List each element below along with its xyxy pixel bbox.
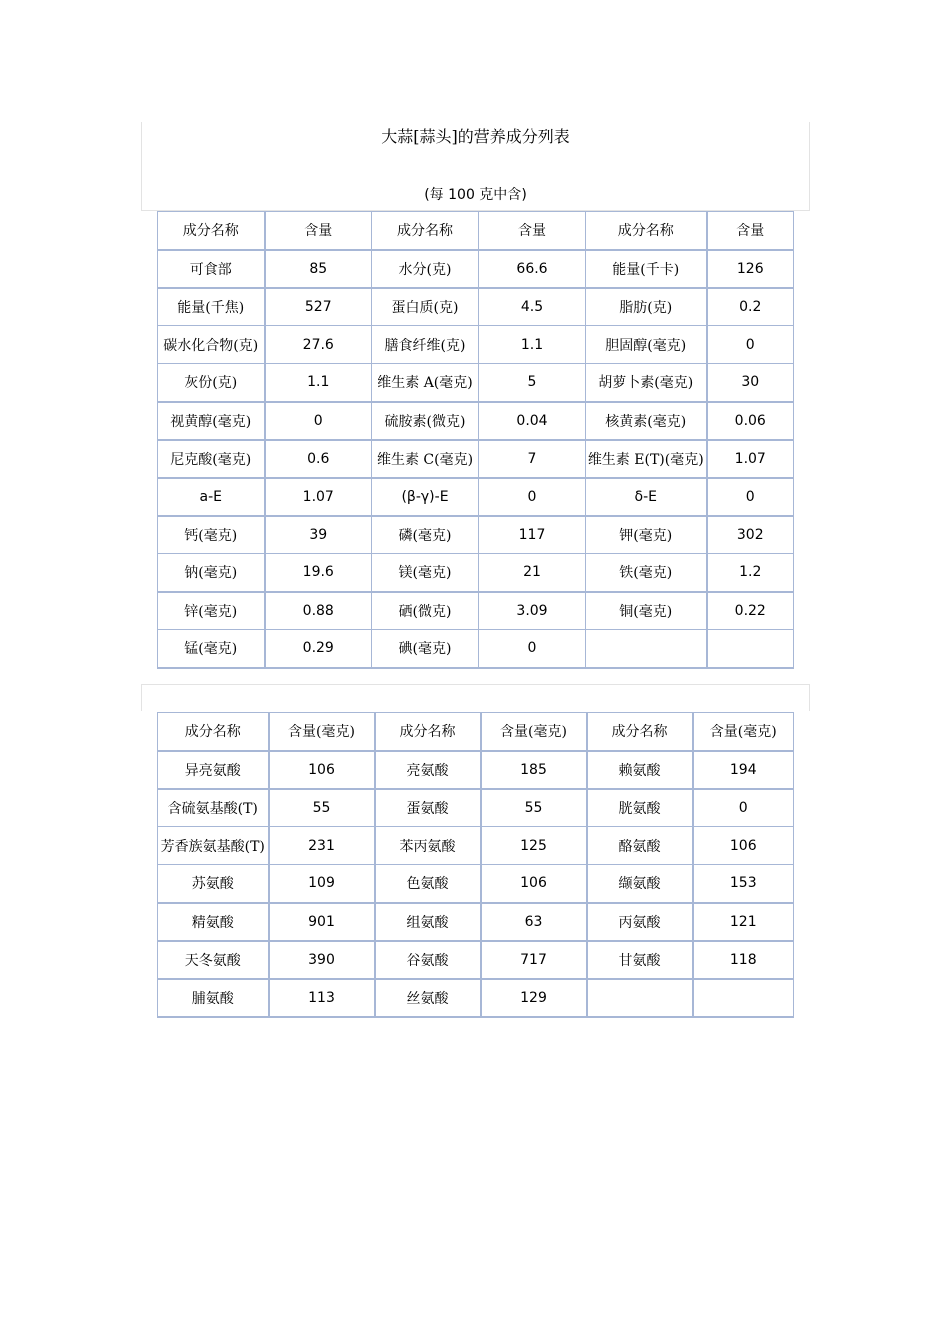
nutrient-name: 能量(千焦): [158, 288, 265, 326]
header-cell: 成分名称: [158, 713, 269, 751]
nutrient-name: 膳食纤维(克): [372, 326, 479, 364]
table-row: [158, 478, 794, 516]
nutrient-value: 85: [265, 250, 372, 288]
nutrient-value: 527: [265, 288, 372, 326]
nutrient-name: 钾(毫克): [586, 516, 707, 554]
amino-acid-name: 苯丙氨酸: [375, 827, 481, 865]
amino-acid-name: 含硫氨基酸(T): [158, 789, 269, 827]
nutrient-name: 磷(毫克): [372, 516, 479, 554]
title-box: [141, 122, 810, 211]
amino-acid-value: 106: [693, 827, 794, 865]
header-cell: 含量: [707, 212, 794, 250]
amino-acid-value: 390: [269, 941, 375, 979]
amino-acid-value: 231: [269, 827, 375, 865]
amino-acid-value: 125: [481, 827, 587, 865]
amino-acid-value: 113: [269, 979, 375, 1017]
nutrient-value: 66.6: [479, 250, 586, 288]
table-row: [158, 440, 794, 478]
amino-acid-name: 苏氨酸: [158, 865, 269, 903]
table-row: [158, 751, 794, 789]
nutrient-value: 1.1: [265, 364, 372, 402]
table-row: [158, 516, 794, 554]
amino-acid-value: 121: [693, 903, 794, 941]
amino-acid-value: 717: [481, 941, 587, 979]
table-row: [158, 554, 794, 592]
nutrient-name: 维生素 E(T)(毫克): [586, 440, 707, 478]
nutrient-name: 胆固醇(毫克): [586, 326, 707, 364]
header-cell: 成分名称: [372, 212, 479, 250]
nutrient-value: 0: [479, 630, 586, 668]
amino-acid-name: 丝氨酸: [375, 979, 481, 1017]
table-row: [158, 865, 794, 903]
table-row: [158, 288, 794, 326]
header-cell: 含量(毫克): [693, 713, 794, 751]
nutrient-value: 27.6: [265, 326, 372, 364]
nutrient-name: δ-E: [586, 478, 707, 516]
nutrient-value: 0.29: [265, 630, 372, 668]
nutrient-name: 尼克酸(毫克): [158, 440, 265, 478]
nutrient-name: 能量(千卡): [586, 250, 707, 288]
subtitle-number: 100: [448, 187, 475, 203]
nutrient-value: 0.06: [707, 402, 794, 440]
nutrient-value: 3.09: [479, 592, 586, 630]
nutrient-value: 302: [707, 516, 794, 554]
nutrient-value: 1.1: [479, 326, 586, 364]
table-header-row: [158, 212, 794, 250]
empty-cell: [707, 630, 794, 668]
table-row: [158, 827, 794, 865]
nutrient-name: 锰(毫克): [158, 630, 265, 668]
page-subtitle: [142, 184, 809, 204]
nutrient-value: 39: [265, 516, 372, 554]
nutrient-name: 碳水化合物(克): [158, 326, 265, 364]
amino-acid-value: 109: [269, 865, 375, 903]
nutrient-value: 19.6: [265, 554, 372, 592]
amino-acid-value: 118: [693, 941, 794, 979]
header-cell: 成分名称: [158, 212, 265, 250]
amino-acid-value: 106: [481, 865, 587, 903]
nutrient-name: 核黄素(毫克): [586, 402, 707, 440]
amino-acid-name: 芳香族氨基酸(T): [158, 827, 269, 865]
amino-acid-name: 天冬氨酸: [158, 941, 269, 979]
amino-acid-name: 脯氨酸: [158, 979, 269, 1017]
amino-acid-value: 901: [269, 903, 375, 941]
amino-acid-value: 63: [481, 903, 587, 941]
section-divider: [141, 684, 810, 711]
table-row: [158, 903, 794, 941]
nutrient-name: 水分(克): [372, 250, 479, 288]
amino-acid-name: 缬氨酸: [587, 865, 693, 903]
table-row: [158, 326, 794, 364]
nutrient-name: (β-γ)-E: [372, 478, 479, 516]
nutrient-value: 0.2: [707, 288, 794, 326]
amino-acid-value: 185: [481, 751, 587, 789]
amino-acid-value: 55: [481, 789, 587, 827]
table-row: [158, 250, 794, 288]
nutrient-value: 0.04: [479, 402, 586, 440]
nutrient-name: 钙(毫克): [158, 516, 265, 554]
nutrient-name: 碘(毫克): [372, 630, 479, 668]
nutrient-value: 0: [707, 478, 794, 516]
table-row: [158, 402, 794, 440]
amino-acid-name: 谷氨酸: [375, 941, 481, 979]
amino-acid-name: 酪氨酸: [587, 827, 693, 865]
table-row: [158, 592, 794, 630]
nutrient-name: 视黄醇(毫克): [158, 402, 265, 440]
empty-cell: [587, 979, 693, 1017]
empty-cell: [586, 630, 707, 668]
empty-cell: [693, 979, 794, 1017]
nutrient-name: 铁(毫克): [586, 554, 707, 592]
nutrient-name: 胡萝卜素(毫克): [586, 364, 707, 402]
nutrient-value: 4.5: [479, 288, 586, 326]
nutrient-value: 0: [707, 326, 794, 364]
nutrient-name: 锌(毫克): [158, 592, 265, 630]
table-row: [158, 941, 794, 979]
nutrient-name: 维生素 C(毫克): [372, 440, 479, 478]
nutrient-value: 0.6: [265, 440, 372, 478]
nutrient-name: a-E: [158, 478, 265, 516]
amino-acid-name: 胱氨酸: [587, 789, 693, 827]
amino-acid-name: 赖氨酸: [587, 751, 693, 789]
nutrient-name: 硒(微克): [372, 592, 479, 630]
header-cell: 成分名称: [375, 713, 481, 751]
nutrient-value: 30: [707, 364, 794, 402]
amino-acid-value: 129: [481, 979, 587, 1017]
amino-acid-name: 甘氨酸: [587, 941, 693, 979]
nutrient-value: 21: [479, 554, 586, 592]
nutrient-value: 0.88: [265, 592, 372, 630]
nutrient-value: 126: [707, 250, 794, 288]
subtitle-open: (: [424, 187, 430, 203]
amino-acid-name: 异亮氨酸: [158, 751, 269, 789]
amino-acid-name: 蛋氨酸: [375, 789, 481, 827]
header-cell: 含量(毫克): [481, 713, 587, 751]
nutrient-name: 蛋白质(克): [372, 288, 479, 326]
amino-acid-name: 亮氨酸: [375, 751, 481, 789]
nutrient-name: 镁(毫克): [372, 554, 479, 592]
subtitle-prefix: 每: [429, 187, 449, 203]
amino-acid-value: 194: [693, 751, 794, 789]
amino-acid-name: 组氨酸: [375, 903, 481, 941]
amino-acid-name: 精氨酸: [158, 903, 269, 941]
amino-acid-name: 丙氨酸: [587, 903, 693, 941]
nutrient-value: 0: [479, 478, 586, 516]
amino-acid-value: 55: [269, 789, 375, 827]
nutrient-value: 0.22: [707, 592, 794, 630]
header-cell: 含量: [479, 212, 586, 250]
nutrient-name: 维生素 A(毫克): [372, 364, 479, 402]
table-row: [158, 789, 794, 827]
header-cell: 成分名称: [587, 713, 693, 751]
nutrient-name: 硫胺素(微克): [372, 402, 479, 440]
header-cell: 含量(毫克): [269, 713, 375, 751]
subtitle-close: ): [521, 187, 527, 203]
nutrient-value: 5: [479, 364, 586, 402]
nutrition-table: [157, 211, 794, 669]
subtitle-suffix: 克中含: [474, 187, 522, 203]
nutrient-name: 脂肪(克): [586, 288, 707, 326]
header-cell: 含量: [265, 212, 372, 250]
nutrient-value: 1.07: [707, 440, 794, 478]
table-header-row: [158, 713, 794, 751]
page-title: 大蒜[蒜头]的营养成分列表: [381, 127, 570, 146]
header-cell: 成分名称: [586, 212, 707, 250]
nutrient-name: 钠(毫克): [158, 554, 265, 592]
amino-acid-table: [157, 712, 794, 1018]
amino-acid-value: 0: [693, 789, 794, 827]
nutrient-name: 灰份(克): [158, 364, 265, 402]
amino-acid-value: 153: [693, 865, 794, 903]
table-row: [158, 630, 794, 668]
nutrient-value: 1.2: [707, 554, 794, 592]
table-row: [158, 364, 794, 402]
nutrient-name: 铜(毫克): [586, 592, 707, 630]
amino-acid-name: 色氨酸: [375, 865, 481, 903]
nutrient-value: 7: [479, 440, 586, 478]
amino-acid-value: 106: [269, 751, 375, 789]
nutrient-name: 可食部: [158, 250, 265, 288]
nutrient-value: 1.07: [265, 478, 372, 516]
table-row: [158, 979, 794, 1017]
nutrient-value: 0: [265, 402, 372, 440]
nutrient-value: 117: [479, 516, 586, 554]
